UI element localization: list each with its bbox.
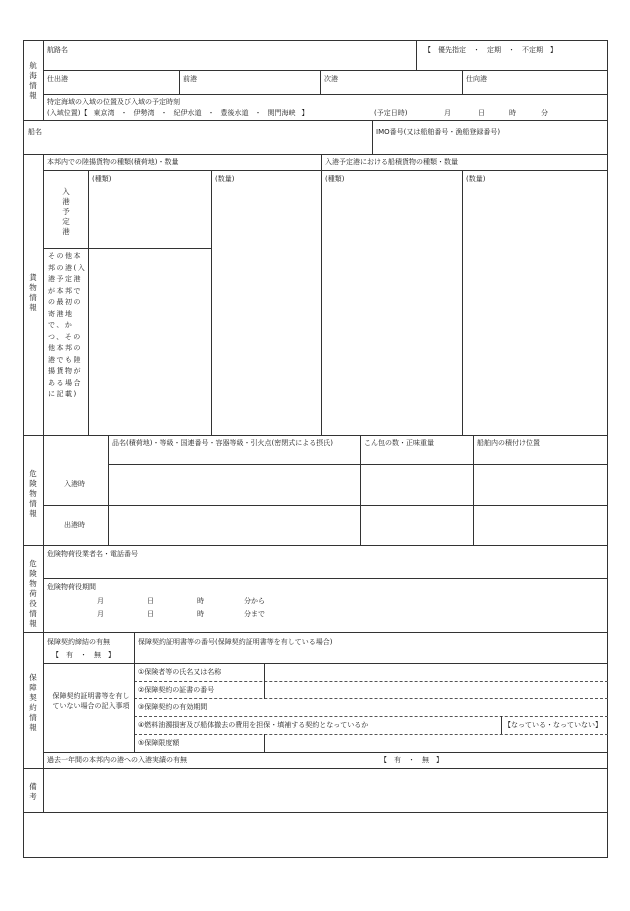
next-port-label: 次港 <box>324 75 338 83</box>
ship-name-label: 船名 <box>28 128 42 136</box>
rule <box>134 632 135 752</box>
rule <box>473 435 474 545</box>
port-entry-form <box>23 40 608 858</box>
rule <box>88 170 89 435</box>
rule <box>24 768 608 769</box>
period-end-hour: 時 <box>197 610 204 618</box>
rule <box>24 632 608 633</box>
rule <box>264 734 265 752</box>
period-to-label: 分まで <box>244 610 265 618</box>
priority-options[interactable]: 【 優先指定 ・ 定期 ・ 不定期 】 <box>424 46 557 54</box>
entry-position-kii[interactable]: 紀伊水道 <box>173 109 202 117</box>
entry-position-ise[interactable]: 伊勢湾 <box>133 109 155 117</box>
insurer-name-label: ①保険者等の氏名又は名称 <box>138 668 222 676</box>
dangerous-item-header: 品名(積荷地)・等級・国連番号・容器等級・引火点(密閉式による摂氏) <box>112 439 333 447</box>
rule <box>24 154 608 155</box>
entry-position-tokyo[interactable]: 東京湾 <box>93 109 115 117</box>
rule <box>462 170 463 435</box>
schedule-day: 日 <box>478 109 485 117</box>
stowage-location-header: 船舶内の積付け位置 <box>477 439 540 447</box>
period-start-day: 日 <box>147 597 154 605</box>
period-from-label: 分から <box>244 597 265 605</box>
rule <box>24 545 608 546</box>
rule <box>501 716 502 734</box>
dashed-rule <box>134 698 608 699</box>
section-label-handling: 危険物荷役情報 <box>29 559 37 628</box>
departure-label: 出港時 <box>64 521 85 529</box>
section-label-navigation: 航海情報 <box>29 61 37 100</box>
handling-operator-label: 危険物荷役業者名・電話番号 <box>47 550 138 558</box>
rule <box>264 663 265 699</box>
rule <box>321 154 322 435</box>
period-start-month: 月 <box>97 597 104 605</box>
rule <box>24 120 608 121</box>
rule <box>43 578 608 579</box>
no-certificate-label: 保障契約証明書等を有していない場合の記入事項 <box>52 692 130 710</box>
special-area-label: 特定海域の入域の位置及び入域の予定時刻 <box>47 98 180 106</box>
schedule-hour: 時 <box>509 109 516 117</box>
rule <box>211 170 212 435</box>
period-end-day: 日 <box>147 610 154 618</box>
rule <box>108 435 109 545</box>
rule <box>462 70 463 94</box>
rule <box>179 70 180 94</box>
coverage-options[interactable]: 【なっている・なっていない】 <box>504 721 602 729</box>
rule <box>43 768 44 812</box>
coverage-limit-label: ⑤保障限度額 <box>138 739 180 747</box>
entry-position-prefix: (入域位置)【 <box>47 109 88 117</box>
rule <box>43 154 44 768</box>
rule <box>43 94 608 95</box>
rule <box>43 41 44 120</box>
contract-exists-label: 保障契約締結の有無 <box>47 638 110 646</box>
imo-number-label: IMO番号(又は船舶番号・漁船登録番号) <box>376 128 501 136</box>
previous-port-label: 前港 <box>183 75 197 83</box>
destination-port-label: 仕向港 <box>466 75 487 83</box>
dashed-rule <box>134 734 608 735</box>
loaded-quantity-header: (数量) <box>466 175 486 183</box>
arrival-label: 入港時 <box>64 480 85 488</box>
rule <box>43 170 608 171</box>
period-start-hour: 時 <box>197 597 204 605</box>
entry-position-bungo[interactable]: 豊後水道 <box>220 109 249 117</box>
section-label-insurance: 保障契約情報 <box>29 673 37 732</box>
scheduled-time-label: (予定日時) <box>374 109 408 117</box>
departure-port-label: 仕出港 <box>47 75 68 83</box>
validity-period-label: ③保障契約の有効期間 <box>138 703 208 711</box>
rule <box>24 435 608 436</box>
dashed-rule <box>134 681 608 682</box>
entry-position-kanmon[interactable]: 関門海峡 <box>267 109 296 117</box>
section-label-dangerous: 危険物情報 <box>29 469 37 518</box>
entry-position-selector[interactable]: (入域位置)【 東京湾 ・ 伊勢湾 ・ 紀伊水道 ・ 豊後水道 ・ 関門海峡 】 <box>47 109 309 117</box>
loaded-kind-header: (種類) <box>325 175 345 183</box>
period-end-month: 月 <box>97 610 104 618</box>
rule <box>320 70 321 94</box>
certificate-number-item-label: ②保障契約の証書の番号 <box>138 686 215 694</box>
other-port-label: その他本邦の港(入港予定港が本邦での最初の寄港地で、かつ、その他本邦の港でも陸揚貨物がある場合に記載) <box>48 252 87 398</box>
cargo-kind-header: (種類) <box>92 175 112 183</box>
coverage-question-label: ④燃料油濁損害及び船体撤去の費用を担保・填補する契約となっているか <box>138 721 369 729</box>
entry-port-label: 入港予定港 <box>62 187 70 236</box>
rule <box>43 248 211 249</box>
past-record-options[interactable]: 【 有 ・ 無 】 <box>380 756 443 764</box>
package-header: こん包の数・正味重量 <box>364 439 434 447</box>
dashed-rule <box>134 716 608 717</box>
route-name-label: 航路名 <box>47 46 68 54</box>
schedule-month: 月 <box>444 109 451 117</box>
rule <box>372 120 373 154</box>
loaded-cargo-label: 入港予定港における船積貨物の種類・数量 <box>325 158 458 166</box>
rule <box>24 812 608 813</box>
rule <box>108 464 608 465</box>
rule <box>43 70 608 71</box>
schedule-minute: 分 <box>541 109 548 117</box>
rule <box>43 505 608 506</box>
rule <box>416 41 417 70</box>
section-label-cargo: 貨物情報 <box>29 273 37 312</box>
past-record-label: 過去一年間の本邦内の港への入港実績の有無 <box>47 756 187 764</box>
contract-yes-no[interactable]: 【 有 ・ 無 】 <box>52 651 115 659</box>
rule <box>43 752 608 753</box>
rule <box>360 435 361 545</box>
domestic-cargo-label: 本邦内での陸揚貨物の種類(積荷地)・数量 <box>47 158 179 166</box>
entry-position-suffix: 】 <box>301 109 309 117</box>
handling-period-label: 危険物荷役期間 <box>47 583 96 591</box>
rule <box>43 663 608 664</box>
certificate-number-label: 保障契約証明書等の番号(保障契約証明書等を有している場合) <box>138 638 333 646</box>
cargo-quantity-header: (数量) <box>215 175 235 183</box>
section-label-remarks: 備考 <box>29 782 37 801</box>
